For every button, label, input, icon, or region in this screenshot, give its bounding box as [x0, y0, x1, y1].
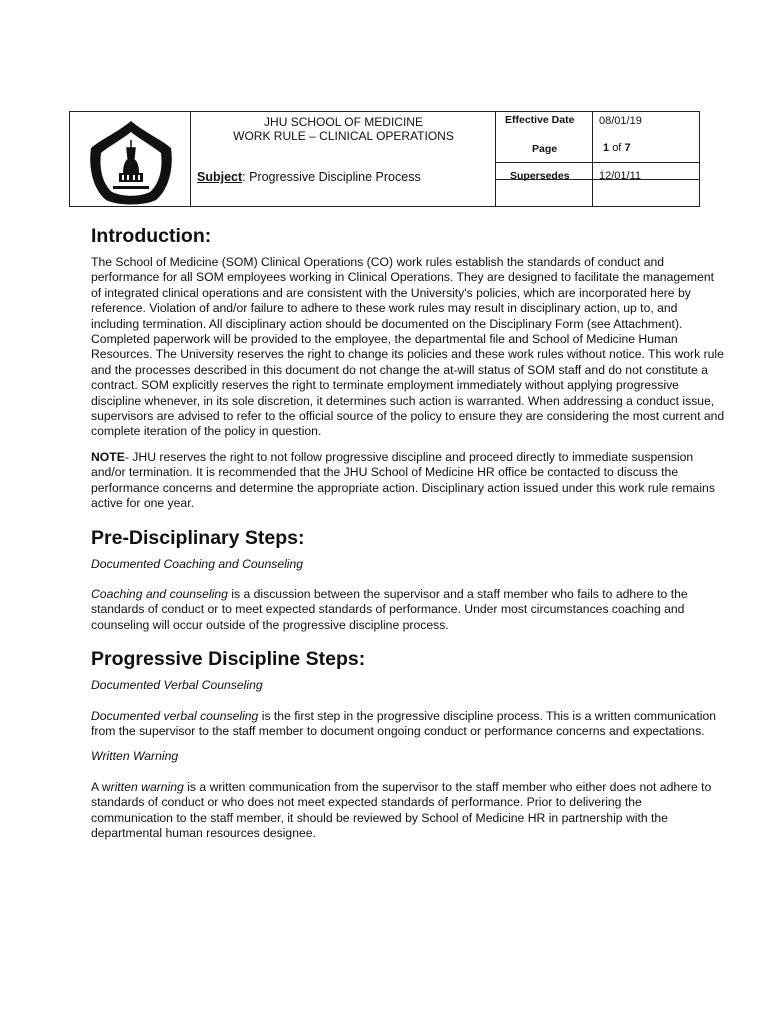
- page-count: [603, 142, 631, 154]
- subject-value: : Progressive Discipline Process: [242, 170, 421, 184]
- header-divider: [592, 112, 593, 206]
- coaching-term: Coaching and counseling: [91, 586, 228, 601]
- verbal-counseling-text: is the first step in the progressive discipline process. This is a written communication from the supervisor to the staff member to document ongoing conduct or performance concerns and expectations.: [91, 708, 717, 738]
- written-warning-text: is a written communication from the supervisor to the staff member who either does not adhere to standards of conduct or who does not meet expected standards of performance. Prior to delivering the communication to the staff member, it should be reviewed by School of Medicine HR in partnership with the departmental human resources designee.: [91, 779, 712, 840]
- written-warning-prefix: A w: [91, 779, 111, 794]
- coaching-subheading: Documented Coaching and Counseling: [91, 556, 304, 571]
- page-total: 7: [624, 142, 631, 154]
- progressive-discipline-heading: Progressive Discipline Steps:: [91, 648, 366, 671]
- org-name: JHU SCHOOL OF MEDICINE: [264, 115, 423, 129]
- subject-line: [197, 170, 421, 184]
- supersedes-label: Supersedes: [510, 170, 570, 182]
- effective-date-label: Effective Date: [505, 114, 575, 126]
- written-warning-subheading: Written Warning: [91, 749, 179, 764]
- note-text: - JHU reserves the right to not follow progressive discipline and proceed directly to immediate suspension and/or termination. It is recommended that the JHU School of Medicine HR office be contacted to discuss the performance concerns and determine the appropriate action. Disciplinary action issued under this work rule remains active for one year.: [91, 449, 715, 511]
- introduction-paragraph: The School of Medicine (SOM) Clinical Operations (CO) work rules establish the standards of conduct and performance for all SOM employees working in Clinical Operations. They are designed to facilitate the management of integrated clinical operations and are consistent with the University's policies, which are incorporated here by reference. Violation of and/or failure to adhere to these work rules may result in disciplinary action, up to, and including termination. All disciplinary action should be documented on the Disciplinary Form (see Attachment). Completed paperwork will be provided to the employee, the departmental file and School of Medicine Human Resources. The University reserves the right to change its policies and these work rules without notice. This work rule and the processes described in this document do not change the at-will status of SOM staff and do not constitute a contract. SOM explicitly reserves the right to terminate employment immediately without applying progressive discipline whenever, in its sole discretion, it determines such action is warranted. When addressing a conduct issue, supervisors are advised to refer to the official source of the policy to ensure they are considering the most current and complete iteration of the policy in question.: [91, 255, 725, 439]
- jhu-shield-logo: [86, 118, 176, 208]
- page-label: Page: [532, 143, 558, 155]
- page-of: of: [612, 142, 622, 154]
- document-title: [191, 115, 496, 143]
- work-rule-name: WORK RULE – CLINICAL OPERATIONS: [233, 129, 454, 143]
- page-number: 1: [603, 142, 610, 154]
- effective-date-value: 08/01/19: [599, 115, 642, 127]
- supersedes-value: 12/01/11: [599, 170, 642, 182]
- note-label: NOTE: [91, 449, 125, 464]
- introduction-heading: Introduction:: [91, 225, 212, 247]
- verbal-counseling-term: Documented verbal counseling: [91, 708, 259, 723]
- written-warning-term: ritten warning: [110, 779, 184, 794]
- coaching-text: is a discussion between the supervisor and a staff member who fails to adhere to the standards of conduct or to meet expected standards of performance. Under most circumstances coaching and counseling will occur outside of the progressive discipline process.: [91, 586, 688, 632]
- note-paragraph: [91, 450, 727, 512]
- header-table: [69, 111, 700, 207]
- document-body: [91, 224, 727, 851]
- subject-label: Subject: [197, 170, 243, 184]
- verbal-counseling-subheading: Documented Verbal Counseling: [91, 678, 263, 693]
- coaching-paragraph: [91, 587, 727, 633]
- written-warning-paragraph: [91, 780, 727, 842]
- pre-disciplinary-heading: Pre-Disciplinary Steps:: [91, 526, 305, 549]
- header-row-divider: [495, 162, 699, 163]
- verbal-counseling-paragraph: [91, 709, 727, 740]
